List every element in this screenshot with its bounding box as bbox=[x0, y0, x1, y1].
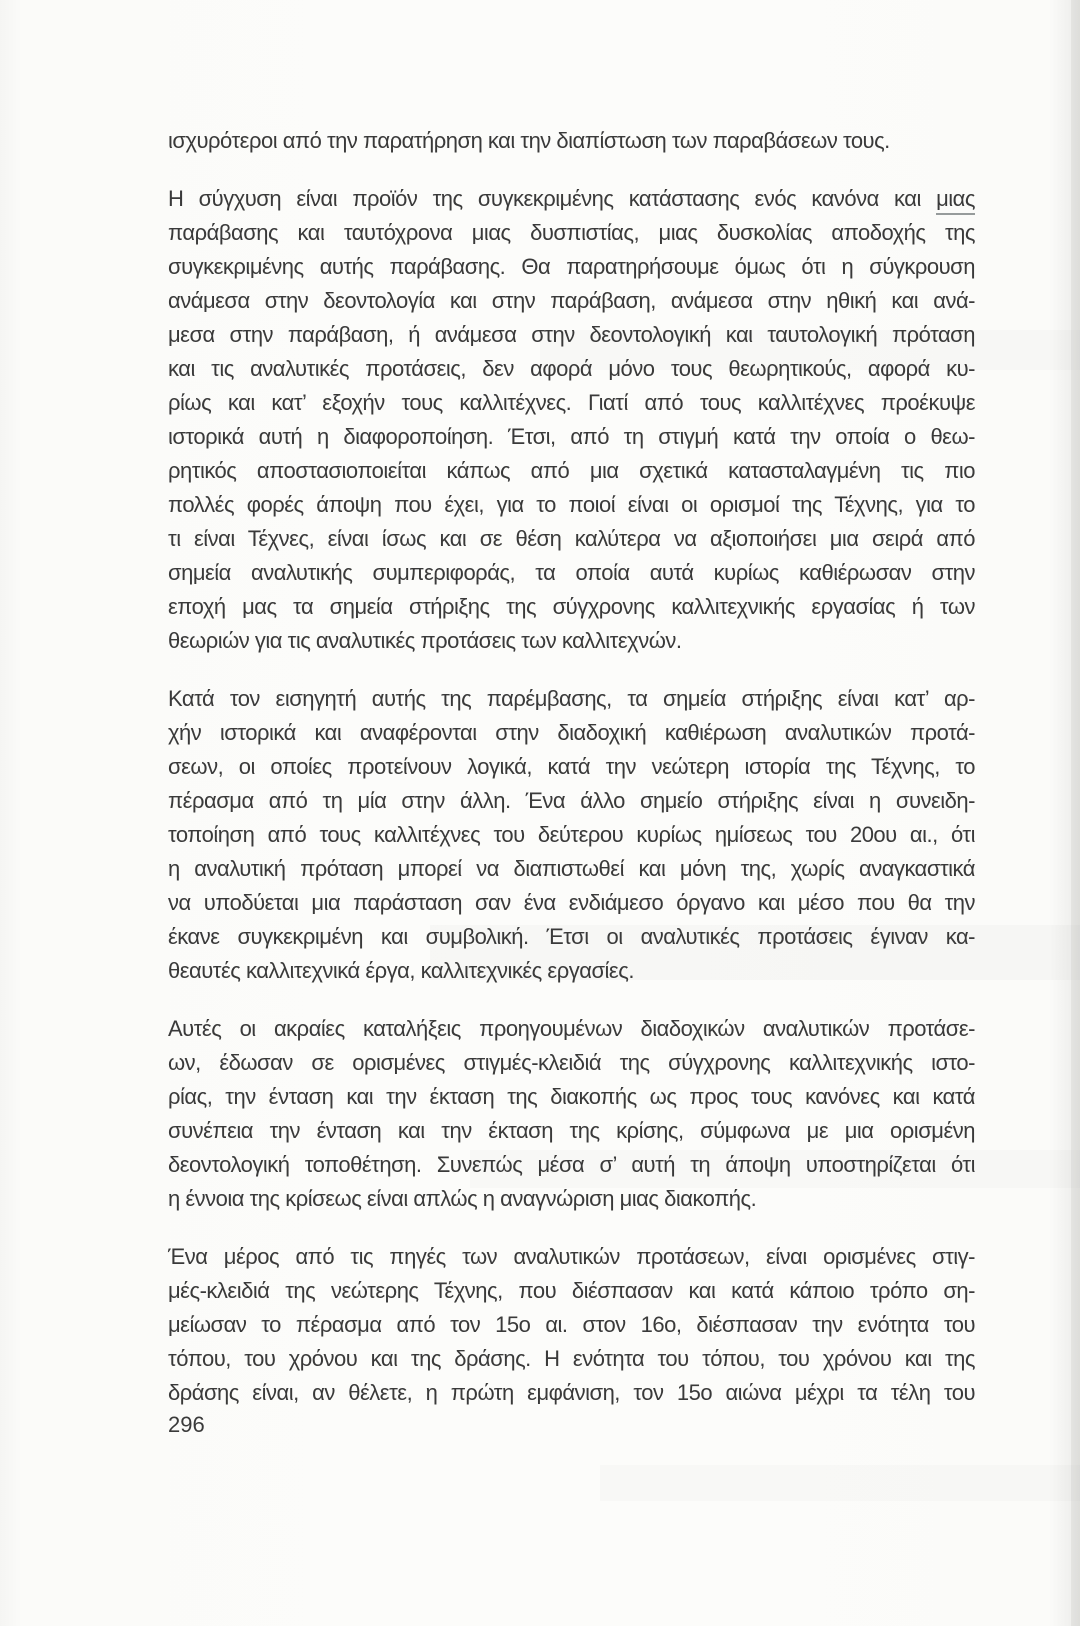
text-line: και τις αναλυτικές προτάσεις, δεν αφορά μόνο τους θεωρητικούς, αφορά κυ- bbox=[168, 356, 975, 381]
text-line: Ένα μέρος από τις πηγές των αναλυτικών προτάσεων, είναι ορισμένες στιγ- bbox=[168, 1244, 975, 1269]
text-line: ιστορικά αυτή η διαφοροποίηση. Έτσι, από τη στιγμή κατά την οποία ο θεω- bbox=[168, 424, 975, 449]
text-line: μεσα στην παράβαση, ή ανάμεσα στην δεοντολογική και ταυτολογική πρόταση bbox=[168, 322, 975, 347]
text-line: δεοντολογική τοποθέτηση. Συνεπώς μέσα σ’ αυτή τη άποψη υποστηρίζεται ότι bbox=[168, 1152, 975, 1177]
text-line: πολλές φορές άποψη που έχει, για το ποιοί είναι οι ορισμοί της Τέχνης, για το bbox=[168, 492, 975, 517]
text-line: συνέπεια την ένταση και την έκταση της κρίσης, σύμφωνα με μια ορισμένη bbox=[168, 1118, 975, 1143]
paragraph bbox=[168, 1012, 975, 1216]
text-line: να υποδύεται μια παράσταση σαν ένα ενδιάμεσο όργανο και μέσο που θα την bbox=[168, 890, 975, 915]
text-segment: Η σύγχυση είναι προϊόν της συγκεκριμένης κατάστασης ενός κανόνα και bbox=[168, 186, 921, 211]
text-line: τόπου, του χρόνου και της δράσης. Η ενότητα του τόπου, του χρόνου και της bbox=[168, 1346, 975, 1371]
text-line: ρίως και κατ’ εξοχήν τους καλλιτέχνες. Γιατί από τους καλλιτέχνες προέκυψε bbox=[168, 390, 975, 415]
text-line: τι είναι Τέχνες, είναι ίσως και σε θέση καλύτερα να αξιοποιήσει μια σειρά από bbox=[168, 526, 975, 551]
text-line: σημεία αναλυτικής συμπεριφοράς, τα οποία αυτά κυρίως καθιέρωσαν στην bbox=[168, 560, 975, 585]
pencil-underlined-word: μιας bbox=[936, 186, 975, 215]
text-line: παράβασης και ταυτόχρονα μιας δυσπιστίας, μιας δυσκολίας αποδοχής της bbox=[168, 220, 975, 245]
text-line: τοποίηση από τους καλλιτέχνες του δεύτερου κυρίως ημίσεως του 20ου αι., ότι bbox=[168, 822, 975, 847]
text-line: χήν ιστορικά και αναφέρονται στην διαδοχική καθιέρωση αναλυτικών προτά- bbox=[168, 720, 975, 745]
paragraph bbox=[168, 182, 975, 658]
page-edge-shadow bbox=[1071, 0, 1080, 1626]
text-line: ρητικός αποστασιοποιείται κάπως από μια σχετικά κατασταλαγμένη τις πιο bbox=[168, 458, 975, 483]
text-line: ρίας, την ένταση και την έκταση της διακοπής ως προς τους κανόνες και κατά bbox=[168, 1084, 975, 1109]
text-line: σεων, οι οποίες προτείνουν λογικά, κατά την νεώτερη ιστορία της Τέχνης, το bbox=[168, 754, 975, 779]
paragraph bbox=[168, 124, 975, 158]
text-line bbox=[168, 182, 975, 216]
text-line: θεαυτές καλλιτεχνικά έργα, καλλιτεχνικές εργασίες. bbox=[168, 958, 634, 983]
text-line: ισχυρότεροι από την παρατήρηση και την διαπίστωση των παραβάσεων τους. bbox=[168, 128, 890, 153]
text-line: έκανε συγκεκριμένη και συμβολική. Έτσι οι αναλυτικές προτάσεις έγιναν κα- bbox=[168, 924, 975, 949]
body-text bbox=[168, 124, 975, 1434]
text-line: Αυτές οι ακραίες καταλήξεις προηγουμένων διαδοχικών αναλυτικών προτάσε- bbox=[168, 1016, 975, 1041]
text-line: συγκεκριμένης αυτής παράβασης. Θα παρατηρήσουμε όμως ότι η σύγκρουση bbox=[168, 254, 975, 279]
text-line: η αναλυτική πρόταση μπορεί να διαπιστωθεί και μόνη της, χωρίς αναγκαστικά bbox=[168, 856, 975, 881]
text-line: θεωριών για τις αναλυτικές προτάσεις των καλλιτεχνών. bbox=[168, 628, 682, 653]
text-line: εποχή μας τα σημεία στήριξης της σύγχρονης καλλιτεχνικής εργασίας ή των bbox=[168, 594, 975, 619]
paragraph bbox=[168, 1240, 975, 1410]
text-line: ανάμεσα στην δεοντολογία και στην παράβαση, ανάμεσα στην ηθική και ανά- bbox=[168, 288, 975, 313]
text-line: δράσης είναι, αν θέλετε, η πρώτη εμφάνιση, τον 15ο αιώνα μέχρι τα τέλη του bbox=[168, 1380, 975, 1405]
text-line: μείωσαν το πέρασμα από τον 15ο αι. στον 16ο, διέσπασαν την ενότητα του bbox=[168, 1312, 975, 1337]
text-line: ων, έδωσαν σε ορισμένες στιγμές-κλειδιά της σύγχρονης καλλιτεχνικής ιστο- bbox=[168, 1050, 975, 1075]
text-line: μές-κλειδιά της νεώτερης Τέχνης, που διέσπασαν και κατά κάποιο τρόπο ση- bbox=[168, 1278, 975, 1303]
scan-noise-band bbox=[600, 1465, 1080, 1501]
page-number: 296 bbox=[168, 1412, 205, 1437]
text-line: πέρασμα από τη μία στην άλλη. Ένα άλλο σημείο στήριξης είναι η συνειδη- bbox=[168, 788, 975, 813]
paragraph bbox=[168, 682, 975, 988]
text-line: Κατά τον εισηγητή αυτής της παρέμβασης, τα σημεία στήριξης είναι κατ’ αρ- bbox=[168, 686, 975, 711]
text-line: η έννοια της κρίσεως είναι απλώς η αναγνώριση μιας διακοπής. bbox=[168, 1186, 757, 1211]
